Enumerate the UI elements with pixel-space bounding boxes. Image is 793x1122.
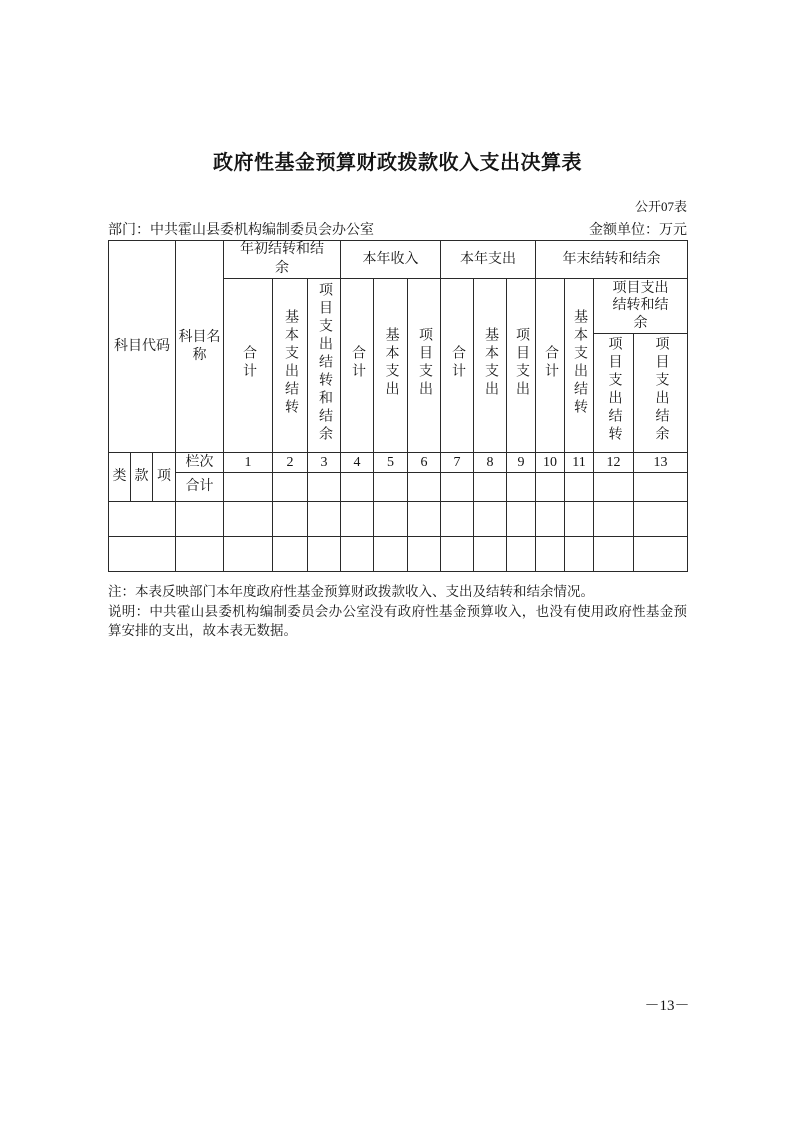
cell-r1c3 [308, 502, 341, 537]
column-index-5: 5 [374, 453, 408, 473]
cell-total-13 [634, 473, 688, 502]
cell-r2c7 [441, 537, 474, 572]
col-header-1-label: 合计 [241, 344, 256, 381]
col-header-6 [408, 279, 441, 453]
col-header-11 [565, 279, 594, 453]
column-index-row [109, 453, 688, 473]
col-header-2-label: 基本支出结转 [283, 308, 298, 417]
column-index-10: 10 [536, 453, 565, 473]
col-header-10 [536, 279, 565, 453]
col-header-9 [507, 279, 536, 453]
column-index-9: 9 [507, 453, 536, 473]
cell-total-9 [507, 473, 536, 502]
column-index-label: 栏次 [176, 453, 224, 473]
form-number-label: 公开07表 [634, 199, 687, 214]
cell-r1c13 [634, 502, 688, 537]
cell-name-r2 [176, 537, 224, 572]
cell-r2c2 [273, 537, 308, 572]
col-header-12-label: 项目支出结转 [606, 336, 622, 445]
cell-r2c6 [408, 537, 441, 572]
cell-r2c12 [594, 537, 634, 572]
cell-r2c11 [565, 537, 594, 572]
page-number: －13－ [644, 998, 690, 1014]
cell-r2c9 [507, 537, 536, 572]
data-row-1 [109, 502, 688, 537]
cell-total-10 [536, 473, 565, 502]
column-index-13: 13 [634, 453, 688, 473]
col-header-4 [341, 279, 374, 453]
cell-total-2 [273, 473, 308, 502]
col-header-13-label: 项目支出结余 [653, 336, 669, 445]
col-header-9-label: 项目支出 [514, 326, 530, 399]
cell-r1c11 [565, 502, 594, 537]
col-header-1 [224, 279, 273, 453]
col-header-10-label: 合计 [543, 344, 559, 381]
code-subcol-lei: 类 [109, 453, 131, 502]
col-header-8-label: 基本支出 [483, 326, 499, 399]
page-title: 政府性基金预算财政拨款收入支出决算表 [213, 152, 582, 174]
cell-r1c10 [536, 502, 565, 537]
code-subcol-xiang: 项 [153, 453, 176, 502]
meta-row [108, 219, 687, 239]
column-index-11: 11 [565, 453, 594, 473]
total-row [109, 473, 688, 502]
col-header-7 [441, 279, 474, 453]
cell-total-12 [594, 473, 634, 502]
col-header-6-label: 项目支出 [417, 326, 433, 399]
column-index-12: 12 [594, 453, 634, 473]
data-row-2 [109, 537, 688, 572]
column-index-6: 6 [408, 453, 441, 473]
col-header-7-label: 合计 [450, 344, 466, 381]
cell-r1c7 [441, 502, 474, 537]
cell-r2c1 [224, 537, 273, 572]
note-2: 说明：中共霍山县委机构编制委员会办公室没有政府性基金预算收入，也没有使用政府性基金预算安排的支出，故本表无数据。 [108, 603, 687, 639]
cell-r1c4 [341, 502, 374, 537]
cell-total-1 [224, 473, 273, 502]
col-header-4-label: 合计 [350, 344, 366, 381]
cell-total-11 [565, 473, 594, 502]
cell-r1c5 [374, 502, 408, 537]
budget-table [108, 240, 688, 572]
header-group-current-income: 本年收入 [341, 241, 441, 279]
cell-code-r1 [109, 502, 176, 537]
cell-r1c12 [594, 502, 634, 537]
cell-total-4 [341, 473, 374, 502]
department-label: 部门：中共霍山县委机构编制委员会办公室 [108, 223, 374, 238]
column-index-4: 4 [341, 453, 374, 473]
header-group-opening-balance [224, 241, 341, 279]
total-row-label: 合计 [176, 473, 224, 502]
cell-total-7 [441, 473, 474, 502]
cell-r2c10 [536, 537, 565, 572]
col-header-12 [594, 334, 634, 453]
header-group-closing-balance: 年末结转和结余 [536, 241, 688, 279]
col-header-13 [634, 334, 688, 453]
header-group-row [109, 241, 688, 279]
cell-r2c8 [474, 537, 507, 572]
cell-name-r1 [176, 502, 224, 537]
cell-r2c4 [341, 537, 374, 572]
header-nested-project-balance [594, 279, 688, 334]
cell-total-3 [308, 473, 341, 502]
column-index-1: 1 [224, 453, 273, 473]
cell-r2c3 [308, 537, 341, 572]
header-nested-project-balance-label: 项目支出结转和结余 [612, 280, 669, 331]
col-header-2 [273, 279, 308, 453]
col-header-8 [474, 279, 507, 453]
col-header-5 [374, 279, 408, 453]
col-header-11-label: 基本支出结转 [572, 308, 588, 417]
cell-r1c1 [224, 502, 273, 537]
column-index-3: 3 [308, 453, 341, 473]
header-subject-code: 科目代码 [109, 241, 176, 453]
col-header-3-label: 项目支出结转和结余 [317, 281, 333, 444]
header-group-current-expense: 本年支出 [441, 241, 536, 279]
unit-label: 金额单位：万元 [589, 223, 687, 238]
header-group-opening-balance-label: 年初结转和结余 [240, 242, 325, 276]
notes [108, 582, 687, 641]
col-header-3 [308, 279, 341, 453]
column-index-8: 8 [474, 453, 507, 473]
column-index-2: 2 [273, 453, 308, 473]
cell-total-8 [474, 473, 507, 502]
cell-r2c13 [634, 537, 688, 572]
note-1: 注：本表反映部门本年度政府性基金预算财政拨款收入、支出及结转和结余情况。 [108, 584, 594, 599]
col-header-5-label: 基本支出 [383, 326, 399, 399]
cell-code-r2 [109, 537, 176, 572]
header-subject-name: 科目名称 [176, 241, 224, 453]
content-area [108, 0, 690, 1122]
cell-total-6 [408, 473, 441, 502]
cell-r1c6 [408, 502, 441, 537]
column-index-7: 7 [441, 453, 474, 473]
cell-r1c9 [507, 502, 536, 537]
code-subcol-kuan: 款 [131, 453, 153, 502]
cell-r2c5 [374, 537, 408, 572]
cell-total-5 [374, 473, 408, 502]
cell-r1c2 [273, 502, 308, 537]
cell-r1c8 [474, 502, 507, 537]
